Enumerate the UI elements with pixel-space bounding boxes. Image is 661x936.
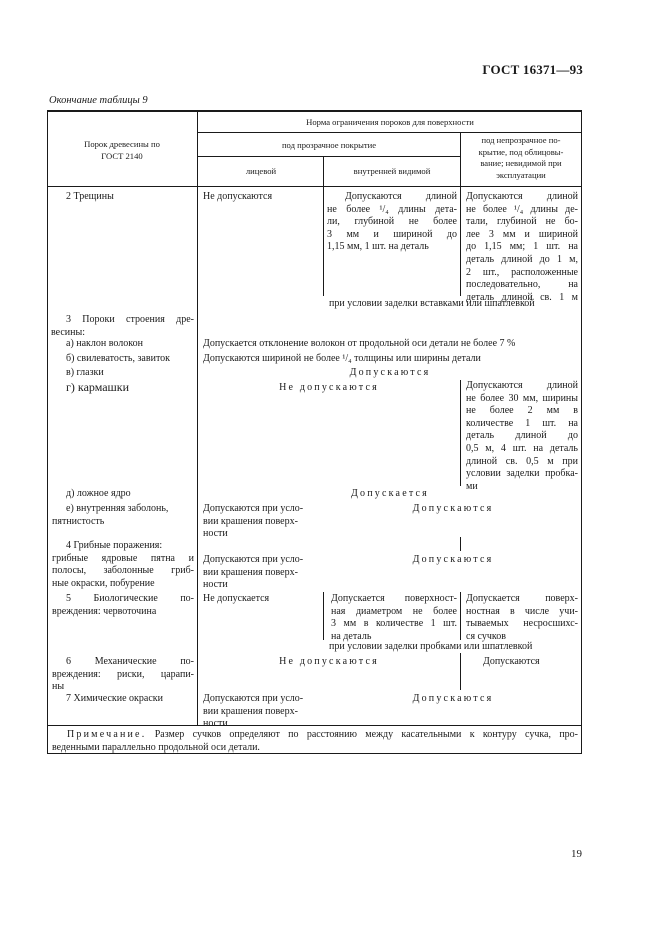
header-opaque: под непрозрачное по- крытие, под облицовы- вание; невидимой при эксплуатации <box>478 135 564 180</box>
row-structure-label: 3 Пороки строения дре- весины: <box>51 314 194 338</box>
row-mechanical-text: Не допускаются <box>279 656 379 667</box>
page-number: 19 <box>571 848 582 860</box>
row-grain-label: а) наклон волокон <box>66 338 143 349</box>
table-caption: Окончание таблицы 9 <box>49 95 148 106</box>
row-chemical-label: 7 Химические окраски <box>66 693 164 704</box>
row-chemical-face: Допускаются при усло- вии крашения поверх- ности <box>203 693 304 730</box>
note-line-1: Размер сучков определяют по расстоянию между касательными к контуру сучка, про- <box>154 729 579 740</box>
row-cracks-inner: Допускаются длиной не более ¹/₄ длины дета- ли, глубиной не более 3 мм и шириной до 1,15 мм, 1 шт. на деталь <box>327 191 457 253</box>
row-biological-face: Не допускается <box>203 593 270 604</box>
row-chemical-rest: Допускаются <box>412 693 494 704</box>
row-twist-label: б) свилеватость, завиток <box>66 353 171 364</box>
row-pockets-label: г) кармашки <box>66 380 130 394</box>
row-fungal-rest: Допускаются <box>412 554 494 565</box>
row-biological-label: 5 Биологические по- вреждения: червоточина <box>52 593 194 617</box>
row-mechanical-label: 6 Механические по- вреждения: риски, царапи- ны <box>52 656 194 693</box>
row-biological-inner: Допускается поверхност- ная диаметром не более 3 мм в количестве 1 шт. на деталь <box>331 593 457 642</box>
header-transparent: под прозрачное покрытие <box>281 140 377 150</box>
header-defect-cell: Порок древесины по ГОСТ 2140 <box>84 139 160 161</box>
note-line-2: веденными параллельно продольной оси детали. <box>52 741 260 753</box>
row-false-core-label: д) ложное ядро <box>66 488 131 499</box>
row-eyes-label: в) глазки <box>66 367 104 378</box>
row-fungal-label: 4 Грибные поражения: грибные ядровые пятна и полосы, заболонные гриб- ные окраски, побурение <box>52 540 194 589</box>
row-cracks-opaque: Допускаются длиной не более ¹/₄ длины де- тали, глубиной не бо- лее 3 мм и шириной до 1,15 мм; 1 шт. на деталь длиной до 1 м, 2 шт., расположенные последовательно, на деталь длиной св. 1 м <box>466 191 578 303</box>
row-sapwood-label: е) внутренняя заболонь, пятнистость <box>52 503 169 527</box>
row-cracks-label: 2 Трещины <box>66 191 114 202</box>
row-sapwood-face: Допускаются при усло- вии крашения поверх- ности <box>203 503 304 540</box>
row-false-core-text: Допускается <box>351 488 429 499</box>
row-cracks-face: Не допускаются <box>203 191 273 202</box>
row-eyes-text: Допускаются <box>349 367 431 378</box>
row-sapwood-rest: Допускаются <box>412 503 494 514</box>
row-cracks-condition: при условии заделки вставками или шпатлевкой <box>329 298 535 309</box>
row-pockets-text: Не допускаются <box>279 382 379 393</box>
row-biological-condition: при условии заделки пробками или шпатлевкой <box>329 641 533 652</box>
table-note <box>52 729 578 754</box>
header-norm: Норма ограничения пороков для поверхности <box>306 117 474 127</box>
page-title: ГОСТ 16371—93 <box>482 62 583 77</box>
header-face: лицевой <box>245 166 277 176</box>
row-twist-text: Допускаются шириной не более ¹/₄ толщины или ширины детали <box>203 353 481 364</box>
row-fungal-face: Допускаются при усло- вии крашения поверх- ности <box>203 554 304 591</box>
row-pockets-opaque: Допускаются длиной не более 30 мм, ширины не более 2 мм в количестве 1 шт. на деталь длиной до 0,5 м, 4 шт. на деталь длиной св. 0,5 м при условии заделки пробка- ми <box>466 380 578 492</box>
note-prefix: Примечание. <box>67 729 147 740</box>
header-inner: внутренней видимой <box>353 166 431 176</box>
row-mechanical-opaque: Допускаются <box>483 656 540 667</box>
row-grain-text: Допускается отклонение волокон от продольной оси детали не более 7 % <box>203 338 516 349</box>
row-biological-opaque: Допускается поверх- ностная в числе учи- тываемых несросшихс- ся сучков <box>466 593 578 642</box>
